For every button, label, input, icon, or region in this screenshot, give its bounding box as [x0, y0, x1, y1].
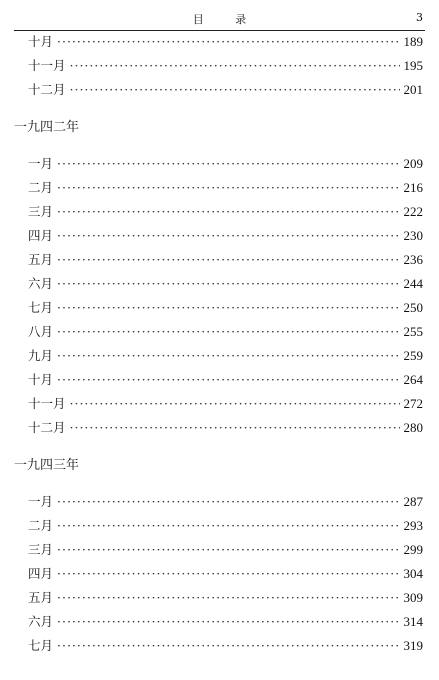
- dot-leader: [57, 538, 399, 562]
- toc-entry[interactable]: [14, 586, 425, 610]
- toc-entry[interactable]: [14, 30, 425, 54]
- dot-leader: [57, 586, 399, 610]
- toc-entry-page: 287: [403, 494, 423, 509]
- toc-entry-label: 九月: [28, 348, 54, 363]
- toc-entry-label: 十二月: [28, 82, 66, 97]
- toc-entry-label: 十月: [28, 372, 54, 387]
- toc-entry-label: 六月: [28, 614, 54, 629]
- toc-entry-page: 195: [403, 58, 423, 73]
- toc-entry[interactable]: [14, 538, 425, 562]
- toc-entry[interactable]: [14, 610, 425, 634]
- toc-entry-label: 二月: [28, 518, 54, 533]
- toc-entry-label: 十一月: [28, 58, 66, 73]
- page-header: [14, 8, 425, 31]
- dot-leader: [57, 248, 399, 272]
- toc-entry-page: 230: [403, 228, 423, 243]
- toc-entry-label: 六月: [28, 276, 54, 291]
- table-of-contents: [14, 30, 425, 658]
- toc-entry-label: 十一月: [28, 396, 66, 411]
- dot-leader: [57, 176, 399, 200]
- toc-entry-page: 299: [403, 542, 423, 557]
- toc-entry-label: 十二月: [28, 420, 66, 435]
- toc-entry-page: 314: [403, 614, 423, 629]
- toc-entry[interactable]: [14, 514, 425, 538]
- dot-leader: [57, 490, 399, 514]
- toc-entry-page: 293: [403, 518, 423, 533]
- toc-entry[interactable]: [14, 224, 425, 248]
- dot-leader: [57, 272, 399, 296]
- dot-leader: [70, 78, 400, 102]
- toc-entry[interactable]: [14, 176, 425, 200]
- toc-entry-label: 五月: [28, 252, 54, 267]
- toc-entry[interactable]: [14, 54, 425, 78]
- toc-entry[interactable]: [14, 416, 425, 440]
- dot-leader: [57, 344, 399, 368]
- toc-entry[interactable]: [14, 248, 425, 272]
- toc-entry[interactable]: [14, 152, 425, 176]
- toc-entry-label: 一月: [28, 156, 54, 171]
- toc-entry[interactable]: [14, 634, 425, 658]
- toc-entry-page: 272: [403, 396, 423, 411]
- toc-entry[interactable]: [14, 490, 425, 514]
- dot-leader: [57, 224, 399, 248]
- dot-leader: [70, 392, 400, 416]
- toc-entry-label: 七月: [28, 300, 54, 315]
- toc-entry-label: 十月: [28, 34, 54, 49]
- toc-entry-page: 201: [403, 82, 423, 97]
- toc-entry-page: 309: [403, 590, 423, 605]
- toc-entry-page: 280: [403, 420, 423, 435]
- toc-entry-page: 255: [403, 324, 423, 339]
- toc-entry-label: 四月: [28, 228, 54, 243]
- toc-entry[interactable]: [14, 296, 425, 320]
- year-heading: 一九四二年: [14, 120, 80, 135]
- page-number: 3: [416, 11, 423, 24]
- toc-entry-page: 216: [403, 180, 423, 195]
- year-heading: 一九四三年: [14, 458, 80, 473]
- toc-entry-label: 三月: [28, 542, 54, 557]
- dot-leader: [57, 30, 399, 54]
- page-title: 目 录: [192, 13, 261, 26]
- toc-entry-label: 七月: [28, 638, 54, 653]
- toc-entry-label: 一月: [28, 494, 54, 509]
- toc-entry-page: 319: [403, 638, 423, 653]
- toc-entry[interactable]: [14, 368, 425, 392]
- toc-entry[interactable]: [14, 272, 425, 296]
- dot-leader: [57, 514, 399, 538]
- toc-entry[interactable]: [14, 562, 425, 586]
- dot-leader: [57, 368, 399, 392]
- toc-entry-label: 八月: [28, 324, 54, 339]
- toc-entry-page: 209: [403, 156, 423, 171]
- toc-entry-label: 三月: [28, 204, 54, 219]
- toc-entry-page: 236: [403, 252, 423, 267]
- toc-entry[interactable]: [14, 78, 425, 102]
- dot-leader: [70, 54, 400, 78]
- dot-leader: [70, 416, 400, 440]
- toc-entry-label: 二月: [28, 180, 54, 195]
- dot-leader: [57, 562, 399, 586]
- toc-entry[interactable]: [14, 392, 425, 416]
- toc-entry-page: 259: [403, 348, 423, 363]
- toc-entry-page: 244: [403, 276, 423, 291]
- dot-leader: [57, 610, 399, 634]
- toc-entry-page: 250: [403, 300, 423, 315]
- toc-entry-label: 五月: [28, 590, 54, 605]
- toc-entry[interactable]: [14, 200, 425, 224]
- toc-entry[interactable]: [14, 344, 425, 368]
- toc-entry-label: 四月: [28, 566, 54, 581]
- toc-entry-page: 189: [403, 34, 423, 49]
- dot-leader: [57, 200, 399, 224]
- toc-entry-page: 222: [403, 204, 423, 219]
- toc-entry-page: 304: [403, 566, 423, 581]
- toc-entry[interactable]: [14, 320, 425, 344]
- dot-leader: [57, 320, 399, 344]
- dot-leader: [57, 152, 399, 176]
- dot-leader: [57, 296, 399, 320]
- dot-leader: [57, 634, 399, 658]
- toc-entry-page: 264: [403, 372, 423, 387]
